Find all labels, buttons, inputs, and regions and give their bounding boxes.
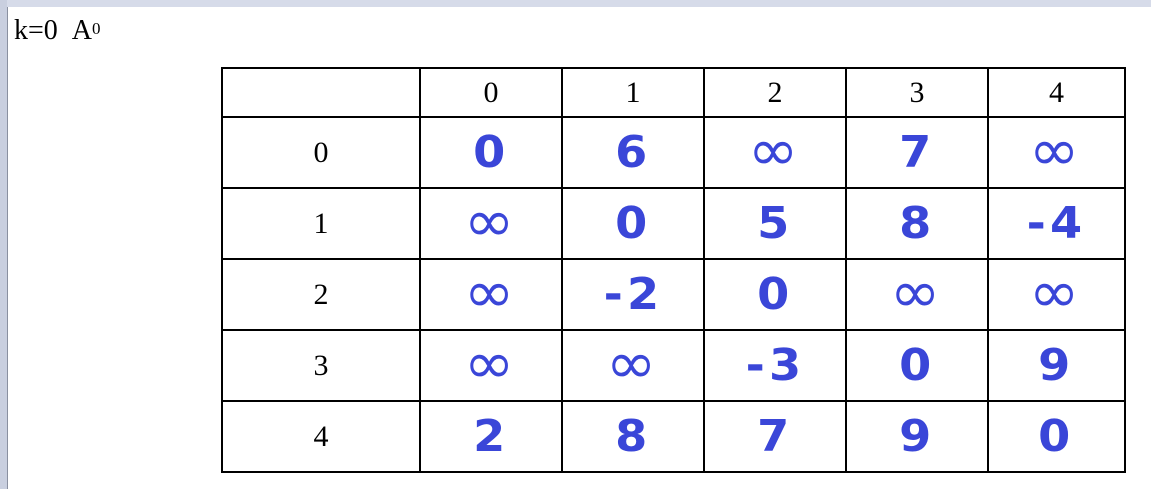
cell-value: 7 (898, 127, 936, 178)
cell-value: ∞ (605, 328, 661, 397)
column-header: 3 (846, 68, 988, 117)
matrix-cell (420, 117, 562, 188)
matrix-cell (846, 259, 988, 330)
matrix-cell (420, 259, 562, 330)
cell-value: 9 (898, 411, 936, 462)
row-header: 2 (222, 259, 420, 330)
cell-value: ∞ (747, 115, 803, 184)
cell-value: 0 (472, 127, 510, 178)
matrix-cell (420, 401, 562, 472)
matrix-cell (988, 330, 1125, 401)
cell-value: 6 (614, 127, 652, 178)
row-header: 0 (222, 117, 420, 188)
cell-value: 0 (756, 269, 794, 320)
cell-value: ∞ (463, 257, 519, 326)
page-title (14, 14, 101, 48)
cell-value: -3 (745, 340, 805, 391)
matrix-cell (562, 401, 704, 472)
matrix-name: A (71, 15, 93, 46)
matrix-cell (846, 117, 988, 188)
matrix-cell (846, 188, 988, 259)
table-row (222, 259, 1125, 330)
cell-value: 5 (756, 198, 794, 249)
cell-value: 0 (898, 340, 936, 391)
matrix-cell (562, 117, 704, 188)
cell-value: 0 (1038, 411, 1075, 462)
cell-value: -2 (603, 269, 663, 320)
row-header: 1 (222, 188, 420, 259)
cell-value: -4 (1026, 198, 1087, 249)
cell-value: ∞ (889, 257, 945, 326)
cell-value: 8 (898, 198, 936, 249)
k-label: k=0 (14, 15, 58, 46)
row-header: 3 (222, 330, 420, 401)
matrix-cell (562, 330, 704, 401)
cell-value: ∞ (1029, 115, 1084, 184)
matrix-cell (704, 117, 846, 188)
matrix-cell (562, 259, 704, 330)
matrix-cell (846, 330, 988, 401)
column-header: 0 (420, 68, 562, 117)
cell-value: ∞ (463, 328, 519, 397)
cell-value: ∞ (463, 186, 519, 255)
matrix-cell (704, 188, 846, 259)
corner-cell (222, 68, 420, 117)
matrix-cell (704, 259, 846, 330)
matrix-cell (988, 117, 1125, 188)
cell-value: 2 (472, 411, 510, 462)
window-left-edge (7, 7, 8, 489)
table-header-row (222, 68, 1125, 117)
matrix-cell (988, 259, 1125, 330)
matrix-cell (420, 330, 562, 401)
window-left-border (0, 0, 7, 489)
table-row (222, 188, 1125, 259)
cell-value: 0 (614, 198, 652, 249)
cell-value: 7 (756, 411, 794, 462)
column-header: 4 (988, 68, 1125, 117)
cell-value: 8 (614, 411, 652, 462)
matrix-superscript: 0 (92, 19, 101, 38)
table-row (222, 330, 1125, 401)
cell-value: ∞ (1029, 257, 1084, 326)
table-row (222, 117, 1125, 188)
column-header: 1 (562, 68, 704, 117)
matrix-cell (988, 188, 1125, 259)
matrix-cell (846, 401, 988, 472)
row-header: 4 (222, 401, 420, 472)
distance-matrix-table (221, 67, 1126, 473)
cell-value: 9 (1038, 340, 1075, 391)
matrix-cell (988, 401, 1125, 472)
column-header: 2 (704, 68, 846, 117)
matrix-cell (704, 330, 846, 401)
matrix-cell (420, 188, 562, 259)
matrix-cell (704, 401, 846, 472)
matrix-cell (562, 188, 704, 259)
window-top-border (0, 0, 1151, 7)
table-row (222, 401, 1125, 472)
